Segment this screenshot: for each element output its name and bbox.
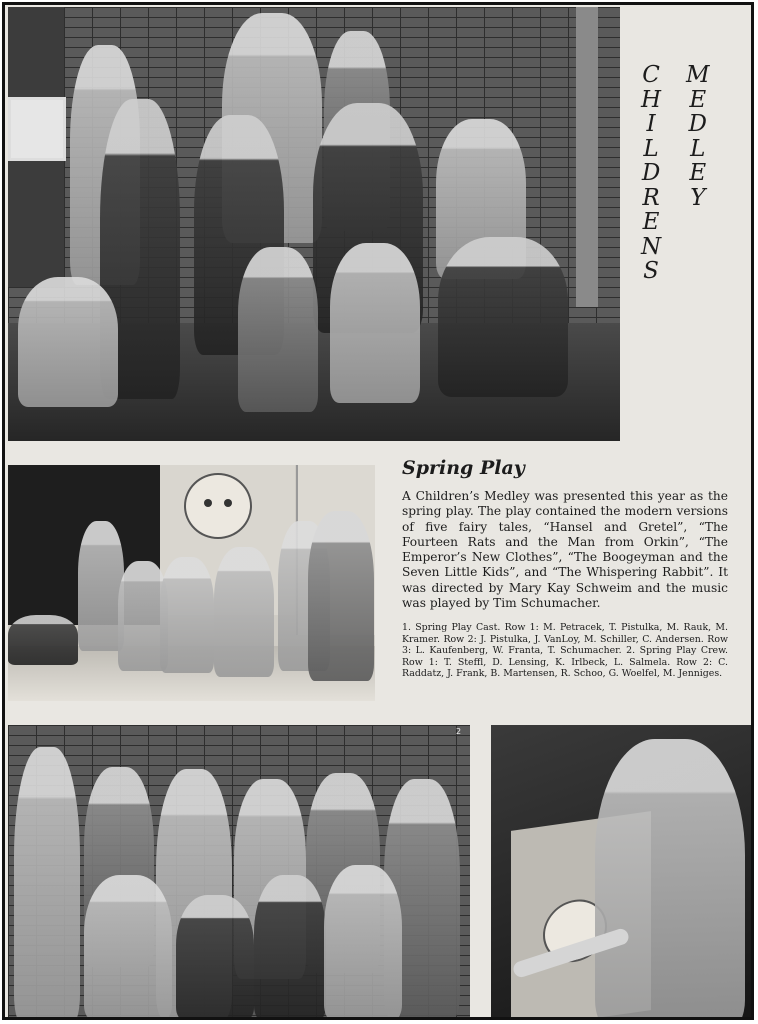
title-letter: H — [641, 86, 662, 113]
person — [176, 895, 254, 1020]
photo-caption: 1. Spring Play Cast. Row 1: M. Petracek, T. Pistulka, M. Rauk, M. Kramer. Row 2: J. Pistulka, J. VanLoy, M. Schiller, C. Andersen. Row 3: L. Kaufenberg, W. Franta, T. Schumacher. 2. Spring Play Crew. Row 1: T. Steffl, D. Lensing, K. Irlbeck, L. Salmela. Row 2: C. Raddatz, J. Frank, B. Martensen, R. Schoo, G. Woelfel, M. Jenniges. — [402, 622, 728, 680]
title-letter: D — [688, 111, 707, 137]
person — [438, 237, 568, 397]
title-letter: Y — [690, 184, 706, 211]
title-medley — [686, 63, 710, 210]
downpipe — [576, 7, 598, 307]
title-letter: I — [646, 111, 656, 137]
title-childrens — [641, 63, 661, 284]
photo-number: 2 — [456, 727, 462, 736]
title-letter: C — [642, 62, 660, 88]
cast-group-photo — [8, 7, 620, 441]
person — [238, 247, 318, 412]
title-letter: E — [689, 160, 707, 186]
person — [330, 243, 420, 403]
title-letter: D — [641, 160, 661, 186]
title-letter: N — [641, 233, 662, 260]
window — [8, 7, 64, 287]
person — [18, 277, 118, 407]
title-letter: E — [689, 86, 707, 113]
article-body: A Children’s Medley was presented this year as the spring play. The play contained the modern versions of five fairy tales, “Hansel and Gretel”, “The Fourteen Rats and the Man from Orkin”, “The Emperor’s New Clothes”, “The Boogeyman and the Seven Little Kids”, and “The Whispering Rabbit”. It was directed by Mary Kay Schweim and the music was played by Tim Schumacher. — [402, 489, 728, 611]
performer — [595, 739, 745, 1020]
title-letter: S — [643, 258, 659, 284]
person — [14, 747, 80, 1020]
title-letter: E — [642, 209, 660, 235]
performer — [214, 547, 274, 677]
person — [84, 875, 172, 1020]
performer — [8, 615, 78, 665]
stage-photo — [8, 465, 375, 701]
crew-group-photo — [8, 725, 470, 1020]
performer — [160, 557, 214, 673]
person — [254, 875, 326, 1020]
title-letter: L — [643, 135, 659, 162]
ragdoll-face — [184, 473, 252, 539]
title-letter: L — [690, 135, 706, 162]
title-letter: R — [642, 184, 660, 211]
performer-photo — [491, 725, 751, 1020]
title-letter: M — [686, 62, 710, 88]
yearbook-page — [2, 2, 754, 1020]
person — [324, 865, 402, 1020]
performer — [308, 511, 374, 681]
section-heading: Spring Play — [402, 457, 525, 479]
